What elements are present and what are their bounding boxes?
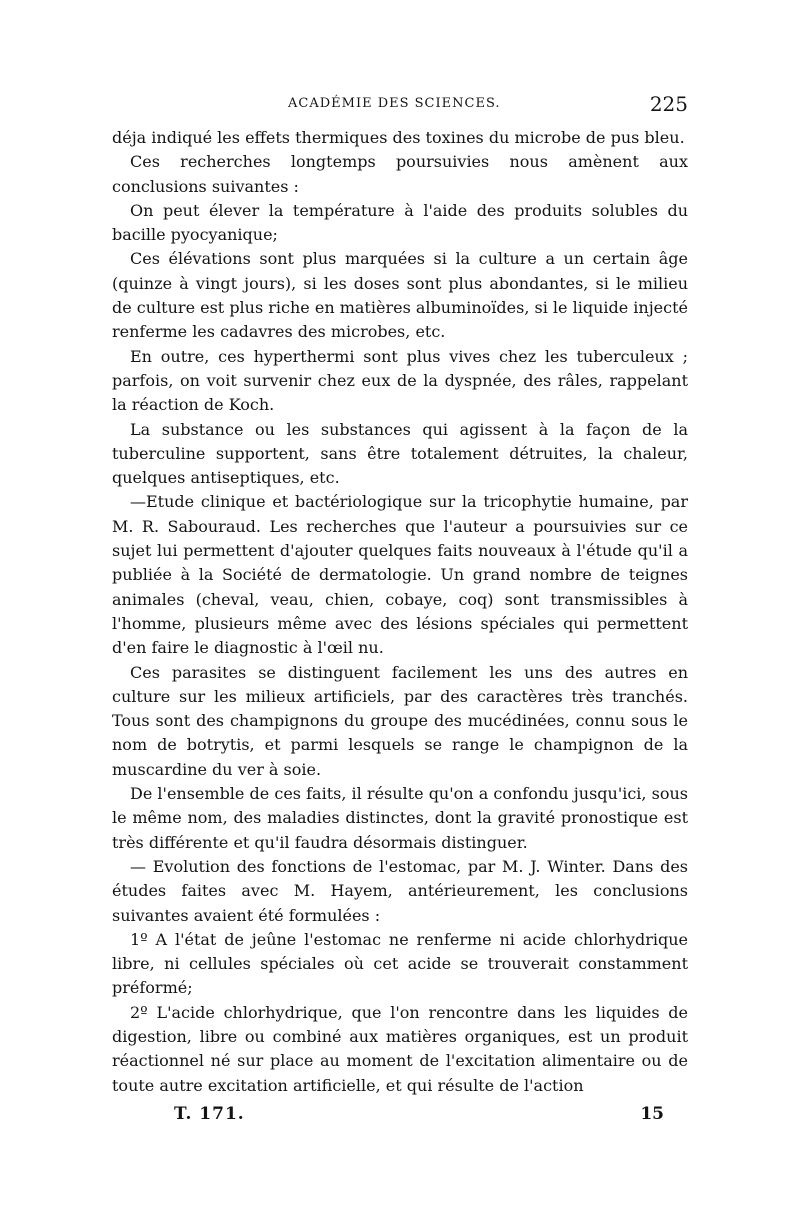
paragraph-9: De l'ensemble de ces faits, il résulte qu'on a confondu jusqu'ici, sous le même nom, des maladies distinctes, dont la gravité pronostique est très différente et qu'il faudra désormais distinguer. bbox=[112, 784, 688, 852]
page-number: 225 bbox=[649, 92, 688, 116]
paragraph-10: — Evolution des fonctions de l'estomac, par M. J. Winter. Dans des études faites avec M. Hayem, antérieurement, les conclusions suivantes avaient été formulées : bbox=[112, 856, 688, 925]
paragraph-6: La substance ou les substances qui agissent à la façon de la tuberculine supportent, sans être totalement détruites, la chaleur, quelques antiseptiques, etc. bbox=[112, 419, 688, 488]
sheet-number: 15 bbox=[640, 1103, 664, 1124]
page-footer bbox=[112, 1102, 688, 1132]
paragraph-5: En outre, ces hyperthermi sont plus vives chez les tuberculeux ; parfois, on voit survenir chez eux de la dyspnée, des râles, rappelant la réaction de Koch. bbox=[112, 346, 688, 415]
volume-signature: T. 171. bbox=[174, 1103, 245, 1124]
paragraph-1: déja indiqué les effets thermiques des toxines du microbe de pus bleu. bbox=[112, 128, 685, 147]
paragraph-3: On peut élever la température à l'aide des produits solubles du bacille pyocyanique; bbox=[112, 200, 688, 245]
paragraph-4: Ces élévations sont plus marquées si la culture a un certain âge (quinze à vingt jours), si les doses sont plus abondantes, si le milieu de culture est plus riche en matières albuminoïdes, si le liquide injecté renferme les cadavres des microbes, etc. bbox=[112, 249, 688, 342]
running-head: ACADÉMIE DES SCIENCES. bbox=[288, 96, 501, 111]
page-header bbox=[112, 94, 688, 126]
paragraph-7: —Etude clinique et bactériologique sur la tricophytie humaine, par M. R. Sabouraud. Les recherches que l'auteur a poursuivies sur ce sujet lui permettent d'ajouter quelques faits nouveaux à l'étude qu'il a publiée à la Société de dermatologie. Un grand nombre de teignes animales (cheval, veau, chien, cobaye, coq) sont transmissibles à l'homme, plusieurs même avec des lésions spéciales qui permettent d'en faire le diagnostic à l'œil nu. bbox=[112, 492, 688, 658]
paragraph-12: 2º L'acide chlorhydrique, que l'on rencontre dans les liquides de digestion, libre ou combiné aux matières organiques, est un produit réactionnel né sur place au moment de l'excitation alimentaire ou de toute autre excitation artificielle, et qui résulte de l'action bbox=[112, 1002, 688, 1095]
paragraph-11: 1º A l'état de jeûne l'estomac ne renferme ni acide chlorhydrique libre, ni cellules spéciales où cet acide se trouverait constamment préformé; bbox=[112, 929, 688, 998]
paragraph-2: Ces recherches longtemps poursuivies nous amènent aux conclusions suivantes : bbox=[112, 152, 688, 196]
body-text bbox=[112, 126, 688, 1098]
paragraph-8: Ces parasites se distinguent facilement les uns des autres en culture sur les milieux artificiels, par des caractères très tranchés. Tous sont des champignons du groupe des mucédinées, connu sous le nom de botrytis, et parmi lesquels se range le champignon de la muscardine du ver à soie. bbox=[112, 662, 688, 779]
page bbox=[112, 94, 688, 1132]
